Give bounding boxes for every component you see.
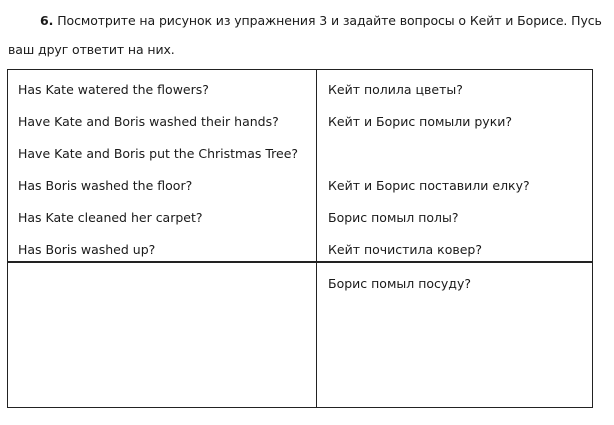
question-6: Has Boris washed up?: [18, 242, 156, 257]
answer-5: Борис помыл полы?: [328, 210, 459, 225]
answer-4: Кейт и Борис поставили елку?: [328, 178, 530, 193]
question-3: Have Kate and Boris put the Christmas Tree?: [18, 146, 299, 161]
answer-7: Борис помыл посуду?: [328, 276, 471, 291]
table-top-section: [7, 69, 593, 263]
table-bottom-section: [7, 261, 593, 408]
instruction-line-2: ваш друг ответит на них.: [8, 42, 175, 57]
question-2: Have Kate and Boris washed their hands?: [18, 114, 279, 129]
answer-6: Кейт почистила ковер?: [328, 242, 482, 257]
answer-2: Кейт и Борис помыли руки?: [328, 114, 513, 129]
question-1: Has Kate watered the flowers?: [18, 82, 209, 97]
answer-1: Кейт полила цветы?: [328, 82, 463, 97]
exercise-instruction: [8, 6, 608, 64]
exercise-number: 6.: [40, 13, 54, 28]
question-4: Has Boris washed the floor?: [18, 178, 193, 193]
instruction-text-1: Посмотрите на рисунок из упражнения 3 и задайте вопросы о Кейт и Борисе. Пусь: [57, 13, 602, 28]
column-divider: [316, 69, 317, 408]
question-5: Has Kate cleaned her carpet?: [18, 210, 203, 225]
exercise-table: [7, 69, 593, 408]
instruction-line-1: [8, 6, 608, 35]
